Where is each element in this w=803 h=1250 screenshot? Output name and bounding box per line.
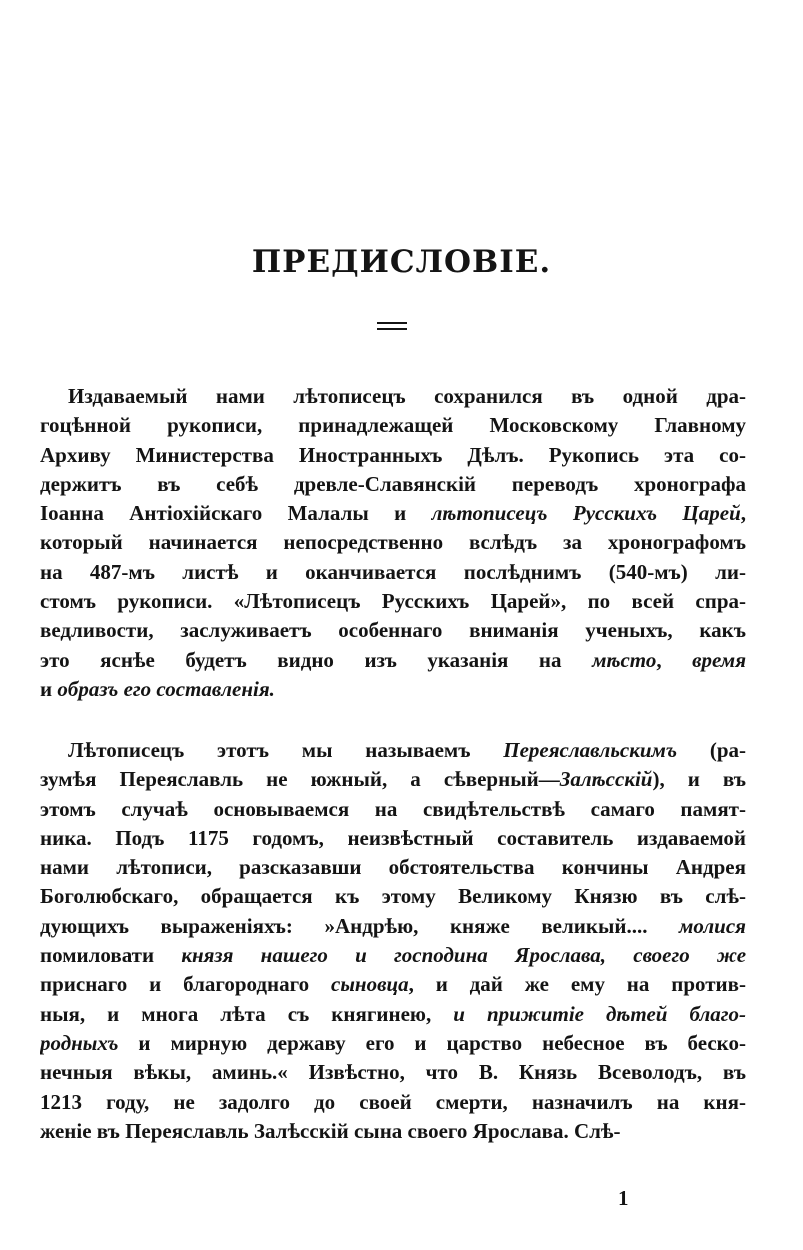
- paragraph-2: [40, 736, 746, 1146]
- text-line: [40, 441, 746, 470]
- text-line: [40, 1088, 746, 1117]
- text-run: Издаваемый нами лѣтописецъ сохранился въ одной дра-: [68, 384, 746, 408]
- text-run: ,: [656, 647, 693, 672]
- text-run: держитъ въ себѣ древле-Славянскій переводъ хронографа: [40, 471, 746, 496]
- text-line: [40, 824, 746, 853]
- text-run: ведливости, заслуживаетъ особеннаго вниманія ученыхъ, какъ: [40, 618, 746, 643]
- text-line: [40, 646, 746, 675]
- text-line: [40, 1029, 746, 1058]
- italic-text: сыновца: [331, 972, 409, 997]
- text-line: [40, 675, 746, 704]
- paragraph-1: [40, 382, 746, 704]
- italic-text: время: [692, 647, 746, 672]
- text-run: ), и въ: [652, 767, 746, 792]
- italic-text: князя нашего и господина Ярослава, своего же: [181, 943, 746, 968]
- italic-text: Переяславльскимъ: [503, 738, 678, 762]
- text-line: [40, 736, 746, 765]
- text-run: Архиву Министерства Иностранныхъ Дѣлъ. Рукопись эта со-: [40, 442, 746, 467]
- text-run: стомъ рукописи. «Лѣтописецъ Русскихъ Царей», по всей спра-: [40, 589, 746, 614]
- text-run: ныя, и многа лѣта съ княгинею,: [40, 1001, 454, 1026]
- text-line: [40, 499, 746, 528]
- text-run: ,: [740, 501, 746, 526]
- page-number: 1: [618, 1186, 629, 1210]
- text-line: [40, 558, 746, 587]
- text-run: на 487-мъ листѣ и оканчивается послѣднимъ (540-мъ) ли-: [40, 559, 746, 584]
- italic-text: родныхъ: [40, 1030, 119, 1055]
- text-line: [40, 765, 746, 794]
- italic-text: мѣсто: [592, 647, 657, 672]
- text-run: ника. Подъ 1175 годомъ, неизвѣстный составитель издаваемой: [40, 825, 746, 850]
- text-line: [40, 853, 746, 882]
- italic-text: Залѣсскій: [559, 767, 653, 792]
- page-title: ПРЕДИСЛОВІЕ.: [251, 244, 552, 280]
- text-line: [40, 587, 746, 616]
- text-run: который начинается непосредственно вслѣдъ за хронографомъ: [40, 530, 746, 555]
- text-run: нами лѣтописи, разсказавши обстоятельства кончины Андрея: [40, 855, 746, 880]
- text-run: этомъ случаѣ основываемся на свидѣтельствѣ самаго памят-: [40, 796, 746, 821]
- text-run: Іоанна Антіохійскаго Малалы и: [40, 501, 432, 526]
- text-line: [40, 616, 746, 645]
- text-run: нечныя вѣкы, аминь.« Извѣстно, что В. Князь Всеволодъ, въ: [40, 1060, 746, 1085]
- text-line: [40, 382, 746, 411]
- title-divider-bottom: [377, 328, 407, 330]
- text-run: Боголюбскаго, обращается къ этому Великому Князю въ слѣ-: [40, 884, 746, 909]
- italic-text: молися: [679, 913, 746, 938]
- text-run: и: [40, 676, 58, 701]
- text-run: гоцѣнной рукописи, принадлежащей Московскому Главному: [40, 413, 746, 438]
- italic-text: и прижитіе дѣтей благо-: [453, 1001, 746, 1026]
- text-line: [40, 411, 746, 440]
- italic-text: лѣтописецъ Русскихъ Царей: [431, 501, 741, 526]
- text-line: [40, 470, 746, 499]
- text-line: [40, 528, 746, 557]
- text-line: [40, 941, 746, 970]
- text-run: 1213 году, не задолго до своей смерти, назначилъ на кня-: [40, 1089, 746, 1114]
- title-divider-top: [377, 322, 407, 324]
- text-run: дующихъ выраженіяхъ: »Андрѣю, княже великый....: [40, 913, 680, 938]
- text-line: [40, 970, 746, 999]
- text-run: женіе въ Переяславль Залѣсскій сына своего Ярослава. Слѣ-: [40, 1118, 621, 1143]
- text-run: , и дай же ему на против-: [408, 972, 746, 997]
- text-line: [40, 795, 746, 824]
- text-line: [40, 882, 746, 911]
- text-line: [40, 1058, 746, 1087]
- text-line: [40, 1000, 746, 1029]
- text-run: помиловати: [40, 943, 182, 968]
- text-run: Лѣтописецъ этотъ мы называемъ: [68, 738, 504, 762]
- text-run: и мирную державу его и царство небесное въ беско-: [118, 1030, 746, 1055]
- text-run: это яснѣе будетъ видно изъ указанія на: [40, 647, 593, 672]
- text-line: [40, 912, 746, 941]
- italic-text: образъ его составленія.: [57, 676, 275, 701]
- text-line: [40, 1117, 746, 1146]
- text-run: зумѣя Переяславль не южный, а сѣверный—: [40, 767, 560, 792]
- text-run: приснаго и благороднаго: [40, 972, 332, 997]
- text-run: (ра-: [677, 738, 746, 762]
